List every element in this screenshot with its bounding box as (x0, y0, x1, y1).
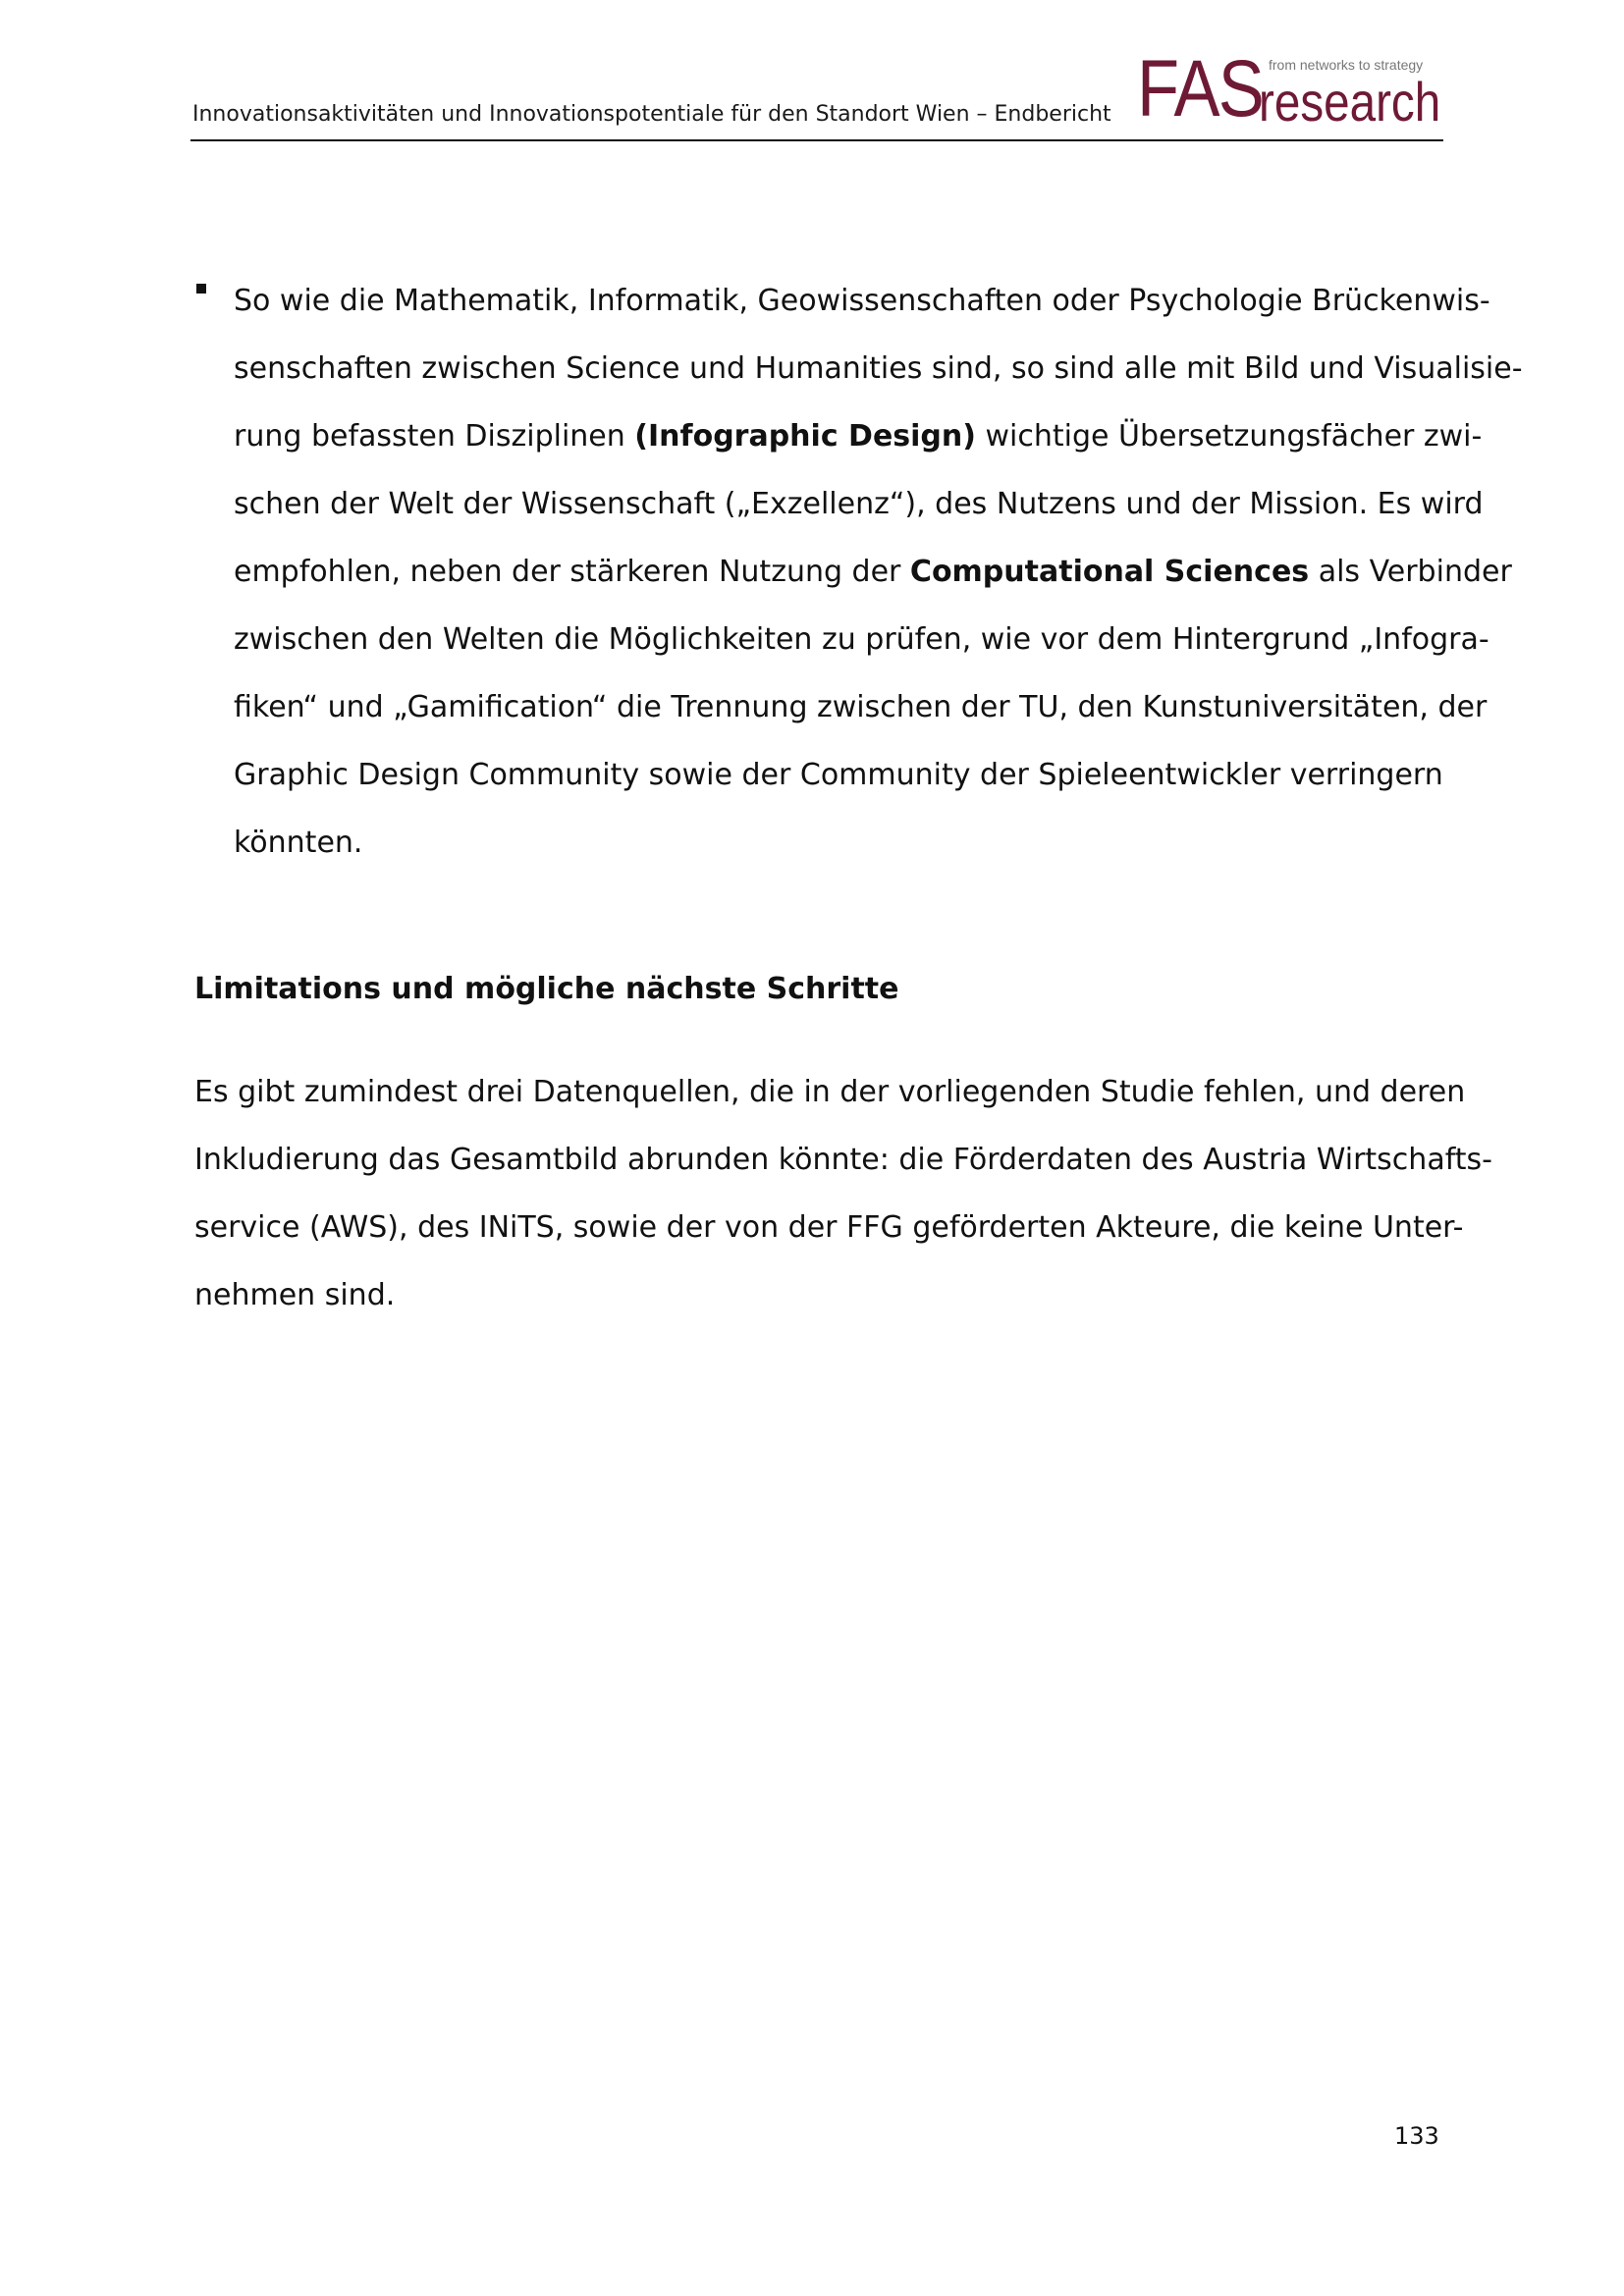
text-line: senschaften zwischen Science und Humanities sind, so sind alle mit Bild und Visualisie- (234, 351, 1523, 386)
header-divider (190, 139, 1443, 141)
text-line: Es gibt zumindest drei Datenquellen, die in der vorliegenden Studie fehlen, und deren (194, 1075, 1466, 1109)
text-line (234, 402, 1483, 470)
emphasis-computational-sciences: Computational Sciences (909, 555, 1310, 589)
header-title: Innovationsaktivitäten und Innovationspotentiale für den Standort Wien – Endbericht (192, 102, 1111, 127)
logo-fas-text: FAS (1137, 44, 1264, 133)
body-paragraph (194, 1058, 1492, 1329)
text-line: So wie die Mathematik, Informatik, Geowissenschaften oder Psychologie Brückenwis- (234, 284, 1490, 318)
text-segment: rung befassten Disziplinen (234, 419, 635, 454)
text-line: fiken“ und „Gamification“ die Trennung zwischen der TU, den Kunstuniversitäten, der (234, 690, 1488, 724)
text-segment: empfohlen, neben der stärkeren Nutzung der (234, 555, 910, 589)
bullet-paragraph (234, 267, 1523, 877)
text-segment: wichtige Übersetzungsfächer zwi- (975, 419, 1483, 454)
square-bullet-icon (196, 284, 206, 294)
text-line (234, 538, 1512, 606)
fas-research-logo (1137, 44, 1443, 133)
text-line: nehmen sind. (194, 1278, 396, 1312)
page-number: 133 (1394, 2122, 1439, 2150)
text-line: Graphic Design Community sowie der Community der Spieleentwickler verringern (234, 758, 1443, 792)
text-line: könnten. (234, 826, 363, 860)
text-line: Inkludierung das Gesamtbild abrunden könnte: die Förderdaten des Austria Wirtschafts- (194, 1143, 1492, 1177)
emphasis-infographic-design: (Infographic Design) (634, 419, 976, 454)
text-segment: als Verbinder (1309, 555, 1512, 589)
logo-tagline: from networks to strategy (1269, 57, 1424, 73)
logo-research-text: research (1259, 71, 1441, 133)
section-heading: Limitations und mögliche nächste Schritte (194, 972, 899, 1006)
text-line: schen der Welt der Wissenschaft („Exzellenz“), des Nutzens und der Mission. Es wird (234, 487, 1484, 521)
text-line: service (AWS), des INiTS, sowie der von der FFG geförderten Akteure, die keine Unter- (194, 1210, 1464, 1245)
text-line: zwischen den Welten die Möglichkeiten zu prüfen, wie vor dem Hintergrund „Infogra- (234, 622, 1489, 657)
